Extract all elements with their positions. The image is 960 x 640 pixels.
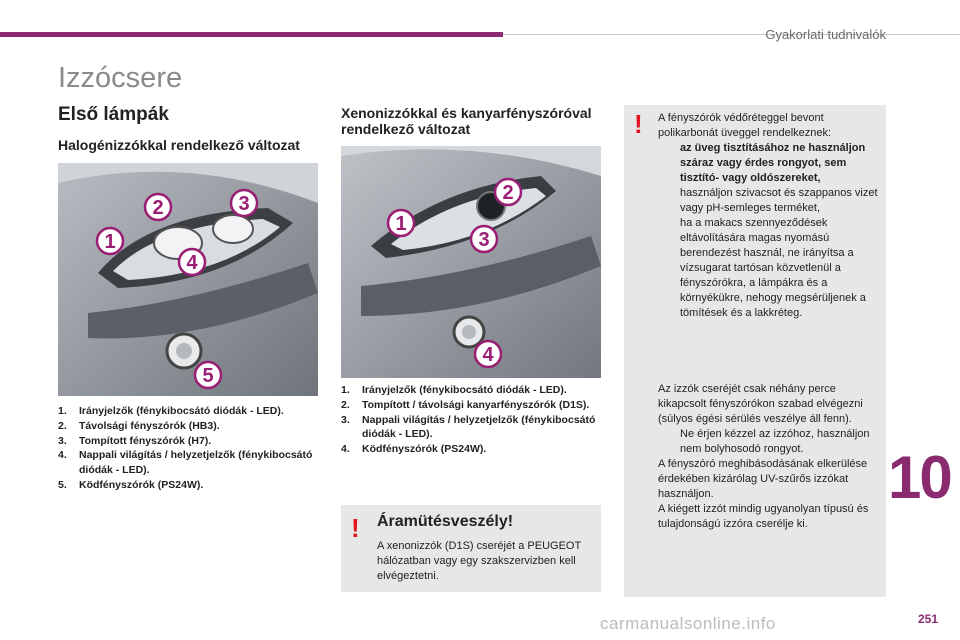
- halogen-callout-4: 4: [186, 252, 198, 274]
- list-item: ha a makacs szennyeződések eltávolítására magas nyomású berendezést használ, ne irányítsa a vízsugarat tartósan közvetlenül a fényszórókra, a lámpákra és a környékükre, nehogy megsérüljenek a tömítések és a lakkréteg.: [680, 217, 866, 319]
- front-lamps-heading: Első lámpák: [58, 104, 169, 125]
- list-item: 3. Tompított fényszórók (H7).: [58, 434, 212, 447]
- halogen-headlamp-illustration: [58, 163, 318, 396]
- warning-text: A xenonizzók (D1S) cseréjét a PEUGEOT hálózatban vagy egy szakszervizben kell elvégeztetni.: [377, 540, 581, 582]
- watermark: carmanualsonline.info: [600, 614, 776, 633]
- list-item: használjon szivacsot és szappanos vizet vagy pH-semleges terméket,: [680, 187, 878, 214]
- xenon-heading: Xenonizzókkal és kanyarfényszóróval rendelkező változat: [341, 105, 592, 137]
- list-item: 3. Nappali világítás / helyzetjelzők (fénykibocsátó diódák - LED).: [341, 413, 596, 441]
- list-item: az üveg tisztításához ne használjon száraz vagy érdes rongyot, sem tisztító- vagy oldószereket,: [680, 142, 866, 184]
- list-item: 4. Ködfényszórók (PS24W).: [341, 443, 487, 456]
- list-item: 1. Irányjelzők (fénykibocsátó diódák - LED).: [341, 384, 567, 396]
- halogen-callout-5: 5: [202, 365, 214, 387]
- xenon-callout-4: 4: [482, 344, 494, 366]
- xenon-headlamp-illustration: [341, 146, 601, 378]
- xenon-callout-2: 2: [502, 182, 514, 204]
- warning-icon: !: [351, 513, 360, 543]
- section-title: Izzócsere: [58, 62, 183, 94]
- header-rule: [503, 34, 960, 35]
- xenon-callout-1: 1: [395, 213, 407, 235]
- care-bullet-list: [658, 141, 882, 321]
- notice-bulb-block: Az izzók cseréjét csak néhány perce kikapcsolt fényszórókon szabad elvégezni (súlyos égési sérülés veszélye áll fenn). Ne érjen kézzel az izzóhoz, használjon nem bolyhosodó rongyot. A fényszóró meghibásodásának elkerülése érdekében kizárólag UV-szűrős izzókat használjon. A kiégett izzót mindig ugyanolyan típusú és tulajdonságú izzóra cserélje ki.: [658, 382, 882, 532]
- warning-title: Áramütésveszély!: [377, 513, 514, 530]
- page-number: 251: [917, 612, 938, 626]
- halogen-callout-1: 1: [104, 231, 116, 253]
- xenon-callout-3: 3: [478, 229, 490, 251]
- headlamp-care-notice: [624, 105, 886, 597]
- xenon-headlamp-photo: [341, 146, 601, 378]
- halogen-bulb-list: [58, 404, 320, 493]
- list-item: 2. Tompított / távolsági kanyarfényszórók (D1S).: [341, 398, 590, 411]
- notice-intro-block: A fényszórók védőréteggel bevont polikarbonát üveggel rendelkeznek: az üveg tisztításához ne használjon száraz vagy érdes rongyot, sem tisztító- vagy oldószereket, használjon szivacsot és szappanos vizet vagy pH-semleges terméket, ha a makacs szennyeződések eltávolítására magas nyomású berendezést használ, ne irányítsa a vízsugarat tartósan közvetlenül a fényszórókra, a lámpákra és a környékükre, nehogy megsérüljenek a tömítések és a lakkréteg.: [658, 111, 882, 321]
- list-item: 1. Irányjelzők (fénykibocsátó diódák - LED).: [58, 405, 284, 417]
- halogen-heading: Halogénizzókkal rendelkező változat: [58, 137, 300, 153]
- chapter-number: 10: [888, 444, 951, 511]
- chapter-title: Gyakorlati tudnivalók: [765, 27, 886, 42]
- list-item: 5. Ködfényszórók (PS24W).: [58, 478, 204, 491]
- electric-shock-warning: [341, 505, 601, 592]
- xenon-bulb-list: [341, 383, 603, 457]
- halogen-headlamp-photo: [58, 163, 318, 396]
- halogen-callout-3: 3: [238, 193, 250, 215]
- header-accent-bar: [0, 32, 503, 37]
- halogen-callout-2: 2: [152, 197, 164, 219]
- list-item: 4. Nappali világítás / helyzetjelzők (fénykibocsátó diódák - LED).: [58, 449, 313, 477]
- warning-icon: !: [634, 109, 643, 139]
- list-item: Ne érjen kézzel az izzóhoz, használjon nem bolyhosodó rongyot.: [680, 428, 870, 455]
- list-item: 2. Távolsági fényszórók (HB3).: [58, 419, 220, 432]
